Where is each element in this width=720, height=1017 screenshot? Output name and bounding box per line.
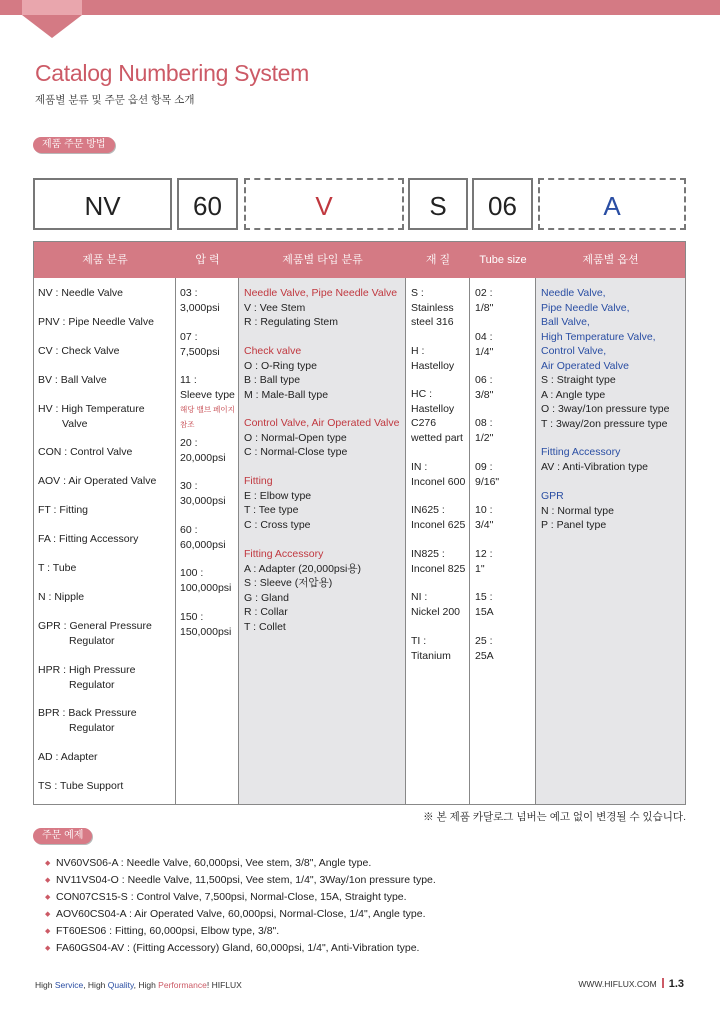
product-item: HV : High Temperature Valve <box>38 403 145 430</box>
product-item: NV : Needle Valve <box>38 287 124 299</box>
tube-size-column <box>470 278 536 804</box>
material-item: HC : Hastelloy C276 wetted part <box>411 388 463 444</box>
product-item: FT : Fitting <box>38 504 88 516</box>
product-item: GPR : General Pressure Regulator <box>38 620 152 647</box>
tube-item: 06 : 3/8" <box>475 374 494 401</box>
header-tube-size: Tube size <box>479 254 527 266</box>
pressure-item: 60 : 60,000psi <box>180 524 226 551</box>
type-group: Fitting E : Elbow type T : Tee type C : Cross type <box>244 475 312 531</box>
code-box-tube-size: 06 <box>472 178 533 230</box>
footer-page-info <box>578 978 684 990</box>
type-column <box>239 278 406 804</box>
tube-item: 25 : 25A <box>475 635 494 662</box>
product-column <box>34 278 176 804</box>
footer-separator <box>662 978 664 988</box>
material-item: IN825 : Inconel 825 <box>411 548 466 575</box>
example-item: ◆ AOV60CS04-A : Air Operated Valve, 60,000psi, Normal-Close, 1/4", Angle type. <box>45 906 436 923</box>
code-box-material: S <box>408 178 468 230</box>
material-item: TI : Titanium <box>411 635 451 662</box>
product-item: PNV : Pipe Needle Valve <box>38 316 154 328</box>
pressure-item: 03 : 3,000psi <box>180 287 220 314</box>
product-item: CON : Control Valve <box>38 446 133 458</box>
example-item: ◆ CON07CS15-S : Control Valve, 7,500psi, Normal-Close, 15A, Straight type. <box>45 889 436 906</box>
code-box-pressure: 60 <box>177 178 238 230</box>
options-column <box>536 278 685 804</box>
pressure-item: 30 : 30,000psi <box>180 480 226 507</box>
page-subtitle: 제품별 분류 및 주문 옵션 항목 소개 <box>35 94 195 106</box>
header-type: 제품별 타입 분류 <box>282 254 363 266</box>
change-notice: ※ 본 제품 카달로그 넘버는 예고 없이 변경될 수 있습니다. <box>423 811 686 823</box>
top-notch-decoration <box>22 0 82 38</box>
footer-slogan: High Service, High Quality, High Performance! HIFLUX <box>35 980 242 990</box>
pressure-column <box>176 278 239 804</box>
type-group: Fitting Accessory A : Adapter (20,000psi용) S : Sleeve (저압용) G : Gland R : Collar T : Collet <box>244 548 361 633</box>
tube-item: 02 : 1/8" <box>475 287 494 314</box>
header-pressure: 압 력 <box>195 254 220 266</box>
tube-item: 15 : 15A <box>475 591 494 618</box>
type-group: Control Valve, Air Operated Valve O : Normal-Open type C : Normal-Close type <box>244 417 400 458</box>
order-example-label: 주문 예제 <box>33 828 92 844</box>
type-group: Needle Valve, Pipe Needle Valve V : Vee Stem R : Regulating Stem <box>244 287 398 328</box>
header-product: 제품 분류 <box>82 254 128 266</box>
product-item: T : Tube <box>38 562 77 574</box>
product-item: FA : Fitting Accessory <box>38 533 139 545</box>
pressure-item: 07 : 7,500psi <box>180 331 220 358</box>
tube-item: 08 : 1/2" <box>475 417 494 444</box>
example-item: ◆ NV60VS06-A : Needle Valve, 60,000psi, Vee stem, 3/8", Angle type. <box>45 855 436 872</box>
table-header <box>34 242 685 278</box>
pressure-item: 20 : 20,000psi <box>180 437 226 464</box>
option-group: GPR N : Normal type P : Panel type <box>541 490 614 531</box>
material-item: IN : Inconel 600 <box>411 461 466 488</box>
example-list <box>45 855 436 957</box>
material-item: S : Stainless steel 316 <box>411 287 454 328</box>
top-accent-bar <box>0 0 720 15</box>
example-item: ◆ FT60ES06 : Fitting, 60,000psi, Elbow type, 3/8". <box>45 923 436 940</box>
material-column <box>406 278 470 804</box>
product-item: AD : Adapter <box>38 751 98 763</box>
pressure-item: 150 : 150,000psi <box>180 611 232 638</box>
page-number: 1.3 <box>668 978 684 990</box>
type-group: Check valve O : O-Ring type B : Ball type M : Male-Ball type <box>244 345 329 401</box>
option-group: Fitting Accessory AV : Anti-Vibration type <box>541 446 649 473</box>
material-item: NI : Nickel 200 <box>411 591 461 618</box>
product-item: CV : Check Valve <box>38 345 120 357</box>
footer-url[interactable]: WWW.HIFLUX.COM <box>578 979 657 989</box>
order-method-label: 제품 주문 방법 <box>33 137 115 153</box>
tube-item: 09 : 9/16" <box>475 461 500 488</box>
product-item: BPR : Back Pressure Regulator <box>38 707 137 734</box>
example-item: ◆ FA60GS04-AV : (Fitting Accessory) Gland, 60,000psi, 1/4", Anti-Vibration type. <box>45 940 436 957</box>
product-item: HPR : High Pressure Regulator <box>38 664 136 691</box>
code-box-type: V <box>244 178 404 230</box>
page-title: Catalog Numbering System <box>35 60 310 86</box>
code-box-option: A <box>538 178 686 230</box>
product-item: BV : Ball Valve <box>38 374 107 386</box>
tube-item: 04 : 1/4" <box>475 331 494 358</box>
header-material: 재 질 <box>425 254 451 266</box>
header-options: 제품별 옵션 <box>582 254 639 266</box>
tube-item: 10 : 3/4" <box>475 504 494 531</box>
product-item: TS : Tube Support <box>38 780 124 792</box>
option-group: Needle Valve, Pipe Needle Valve, Ball Valve, High Temperature Valve, Control Valve, Air Operated Valve S : Straight type A : Angle type O : 3way/1on pressure type T : 3way/2on pressure type <box>541 287 670 430</box>
catalog-table <box>33 241 686 805</box>
pressure-item: 100 : 100,000psi <box>180 567 232 594</box>
pressure-item: 11 : Sleeve type 해당 밸브 페이지 참조 <box>180 374 235 429</box>
product-item: N : Nipple <box>38 591 85 603</box>
code-box-product: NV <box>33 178 172 230</box>
material-item: H : Hastelloy <box>411 345 455 372</box>
product-item: AOV : Air Operated Valve <box>38 475 157 487</box>
tube-item: 12 : 1" <box>475 548 493 575</box>
example-item: ◆ NV11VS04-O : Needle Valve, 11,500psi, Vee stem, 1/4", 3Way/1on pressure type. <box>45 872 436 889</box>
material-item: IN625 : Inconel 625 <box>411 504 466 531</box>
